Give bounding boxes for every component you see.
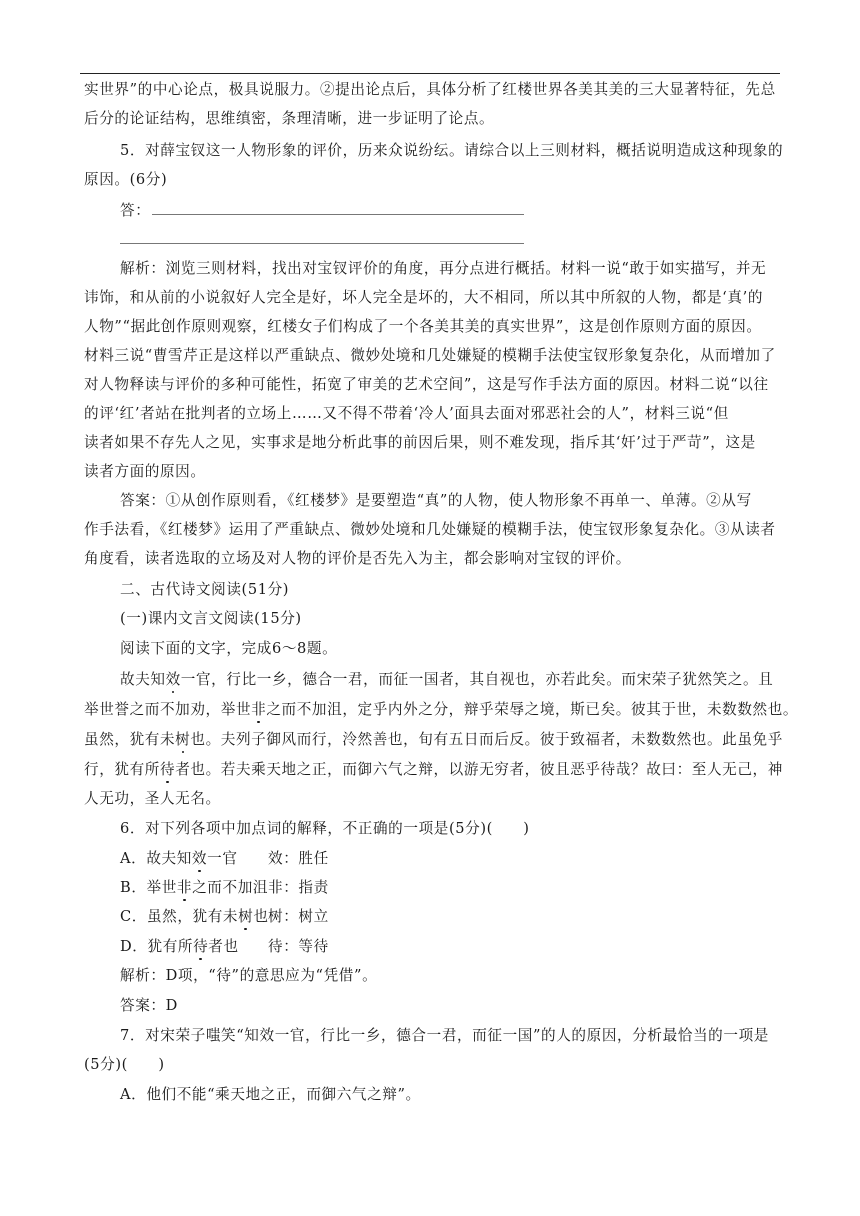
dotted-word: 非 [176, 879, 193, 896]
passage-span: 之而不加沮，定乎内外之分，辩乎荣辱之境，斯已矣。彼其于世，未数数然也。 [266, 701, 799, 718]
analysis-text: 读者如果不存先人之见，实事求是地分析此事的前因后果，则不难发现，指斥其‘奸’过于严苛”，这是 [84, 434, 756, 451]
option-text: A．故夫知 [120, 850, 192, 867]
option-text: 之而不加沮 [192, 879, 269, 896]
option-text: 者也 [208, 938, 239, 955]
passage-span: 举世誉之而不加劝，举世 [84, 701, 252, 718]
passage-text [84, 760, 782, 780]
option-b [120, 878, 782, 898]
option-a: A．他们不能“乘天地之正，而御六气之辩”。 [120, 1086, 421, 1103]
option-a-gloss: 效：胜任 [268, 850, 329, 867]
passage-span: 故夫知 [120, 671, 166, 688]
dotted-word: 树 [175, 731, 191, 748]
answer-label: 答： [120, 202, 151, 219]
dotted-word: 非 [251, 701, 267, 718]
text-line: 实世界”的中心论点，极具说服力。②提出论点后，具体分析了红楼世界各美其美的三大显著特征，先总 [84, 81, 776, 98]
question-7-points: (5分)( ) [84, 1056, 165, 1073]
analysis-text: 讳饰，和从前的小说叙好人完全是好，坏人完全是坏的，大不相同，所以其中所叙的人物，都是‘真’的 [84, 289, 764, 306]
passage-span: 一官，行比一乡，德合一君，而征一国者，其自视也，亦若此矣。而宋荣子犹然笑之。且 [180, 671, 774, 688]
analysis-text: 解析：D项，“待”的意思应为“凭借”。 [120, 967, 378, 984]
option-d [120, 937, 782, 957]
section-heading: 二、古代诗文阅读(51分) [120, 581, 290, 598]
analysis-text: 材料三说“曹雪芹正是这样以严重缺点、微妙处境和几处嫌疑的模糊手法使宝钗形象复杂化，从而增加了 [84, 347, 776, 364]
option-text: D．犹有所 [120, 938, 194, 955]
passage-span: 也。夫列子御风而行，泠然善也，旬有五日而后反。彼于致福者，未数数然也。此虽免乎 [190, 731, 783, 748]
analysis-text: 对人物释读与评价的多种可能性，拓宽了审美的艺术空间”，这是写作手法方面的原因。材料二说“以往 [84, 376, 769, 393]
passage-span: 虽然，犹有未 [84, 731, 176, 748]
analysis-text: 解析：浏览三则材料，找出对宝钗评价的角度，再分点进行概括。材料一说“敢于如实描写，并无 [120, 260, 767, 277]
passage-text [120, 670, 782, 690]
dotted-word: 待 [159, 761, 176, 778]
answer-text: 答案：①从创作原则看，《红楼梦》是要塑造“真”的人物，使人物形象不再单一、单薄。②从写 [120, 492, 752, 509]
option-c [120, 907, 782, 927]
text-line: 后分的论证结构，思维缜密，条理清晰，进一步证明了论点。 [84, 110, 495, 127]
analysis-text: 人物”“据此创作原则观察，红楼女子们构成了一个各美其美的真实世界”，这是创作原则方面的原因。 [84, 318, 762, 335]
question-7: 7．对宋荣子嗤笑“知效一官，行比一乡，德合一君，而征一国”的人的原因，分析最恰当的一项是 [120, 1027, 769, 1044]
analysis-text: 读者方面的原因。 [84, 463, 206, 480]
option-text: 一官 [207, 850, 238, 867]
passage-text [84, 700, 799, 720]
question-6: 6．对下列各项中加点词的解释，不正确的一项是(5分)( ) [120, 820, 530, 837]
question-5-points: 原因。(6分) [84, 171, 168, 188]
option-c-gloss: 树：树立 [268, 908, 329, 925]
answer-text: 答案：D [120, 997, 178, 1014]
dotted-word: 待 [193, 938, 209, 955]
question-5: 5．对薛宝钗这一人物形象的评价，历来众说纷纭。请综合以上三则材料，概括说明造成这种现象的 [120, 142, 784, 159]
analysis-text: 的评‘红’者站在批判者的立场上……又不得不带着‘冷人’面具去面对邪恶社会的人”，材料三说“但 [84, 405, 729, 422]
instruction-text: 阅读下面的文字，完成6～8题。 [120, 640, 338, 657]
answer-text: 作手法看，《红楼梦》运用了严重缺点、微妙处境和几处嫌疑的模糊手法，使宝钗形象复杂化。③从读者 [84, 521, 776, 538]
passage-text: 人无功，圣人无名。 [84, 790, 221, 807]
subsection-heading: (一)课内文言文阅读(15分) [120, 610, 302, 627]
option-text: 也 [253, 908, 269, 925]
dotted-word: 效 [191, 850, 208, 867]
option-b-gloss: 非：指责 [268, 879, 329, 896]
dotted-word: 效 [165, 671, 181, 688]
answer-blank-line [152, 214, 524, 215]
passage-text [84, 730, 782, 750]
passage-span: 者也。若夫乘天地之正，而御六气之辩，以游无穷者，彼且恶乎待哉？故曰：至人无己，神 [175, 761, 783, 778]
dotted-word: 树 [238, 908, 254, 925]
answer-text: 角度看，读者选取的立场及对人物的评价是否先入为主，都会影响对宝钗的评价。 [84, 550, 631, 567]
header-rule [80, 73, 780, 74]
option-a [120, 849, 782, 869]
option-text: C．虽然，犹有未 [120, 908, 239, 925]
option-d-gloss: 待：等待 [268, 938, 329, 955]
passage-span: 行，犹有所 [84, 761, 160, 778]
answer-blank-line [120, 243, 524, 244]
option-text: B．举世 [120, 879, 177, 896]
